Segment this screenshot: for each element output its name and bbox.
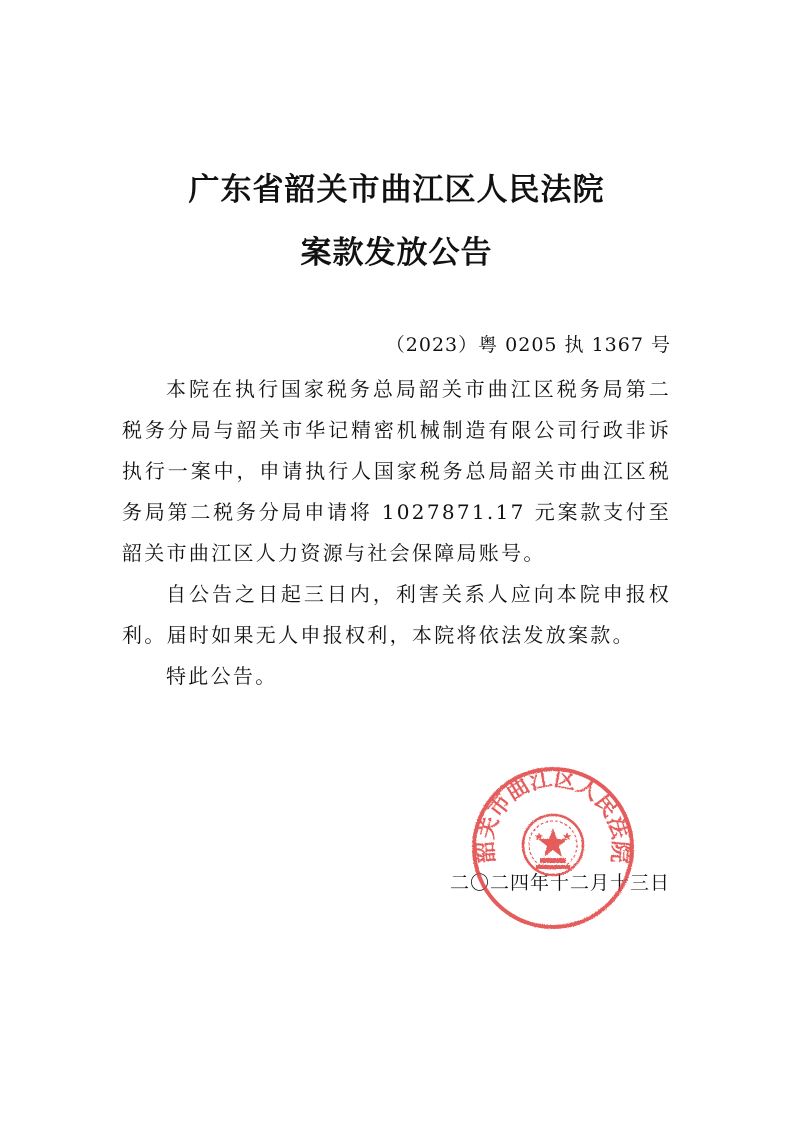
paragraph-declaration: 自公告之日起三日内，利害关系人应向本院申报权利。届时如果无人申报权利，本院将依法发放案款。 <box>122 582 671 647</box>
title-notice: 案款发放公告 <box>300 235 493 271</box>
court-seal-stamp <box>470 765 636 931</box>
seal-text: 韶关市曲江区人民法院 <box>472 765 634 865</box>
notice-body <box>122 369 671 697</box>
case-number: （2023）粤 0205 执 1367 号 <box>385 334 671 356</box>
paragraph-closing: 特此公告。 <box>166 664 278 688</box>
national-emblem-icon <box>523 815 583 875</box>
paragraph-main: 本院在执行国家税务总局韶关市曲江区税务局第二税务分局与韶关市华记精密机械制造有限公司行政非诉执行一案中，申请执行人国家税务总局韶关市曲江区税务局第二税务分局申请将 1027871.17 元案款支付至韶关市曲江区人力资源与社会保障局账号。 <box>122 377 671 565</box>
title-court-name: 广东省韶关市曲江区人民法院 <box>188 172 605 208</box>
notice-date: 二〇二四年十二月十三日 <box>449 872 670 894</box>
